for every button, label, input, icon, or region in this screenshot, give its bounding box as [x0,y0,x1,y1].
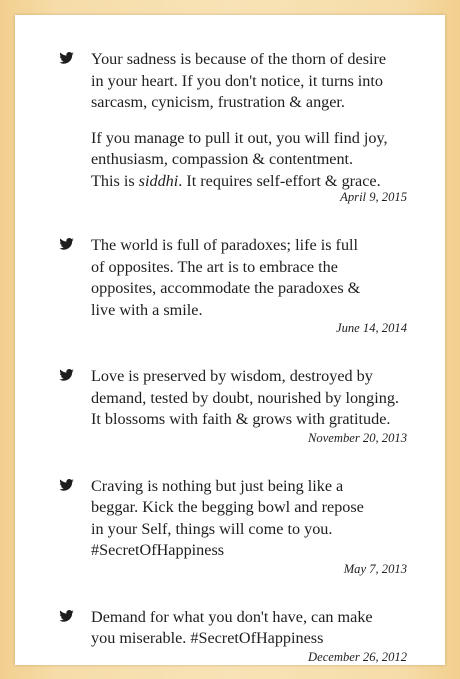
tweet [59,476,407,577]
tweet-text: If you manage to pull it out, you will find joy, enthusiasm, compassion & contentment. This is siddhi. It requires self-effort & grace. [91,128,388,190]
tweet-text: Demand for what you don't have, can make you miserable. #SecretOfHappiness [91,607,373,647]
tweet [59,366,407,446]
twitter-bird-icon [59,238,74,250]
tweet-text: Craving is nothing but just being like a beggar. Kick the begging bowl and repose in your Self, things will come to you. #SecretOfHappiness [91,476,364,559]
tweet-date: June 14, 2014 [336,321,407,335]
tweet-text: Love is preserved by wisdom, destroyed by demand, tested by doubt, nourished by longing. It blossoms with faith & grows with gratitude. [91,367,399,428]
twitter-bird-icon [59,479,74,491]
tweet-date: December 26, 2012 [308,649,407,664]
tweet [59,49,407,205]
emphasis: siddhi [138,171,179,190]
tweet-date: April 9, 2015 [340,190,407,204]
tweet [59,235,407,336]
tweet-date: November 20, 2013 [308,430,407,445]
twitter-bird-icon [59,369,74,381]
tweet-text: Your sadness is because of the thorn of desire in your heart. If you don't notice, it turns into sarcasm, cynicism, frustration & anger. [91,50,387,111]
tweet [59,607,407,665]
tweet-date: May 7, 2013 [343,561,407,576]
quote-card [15,15,445,665]
twitter-bird-icon [59,610,74,622]
tweet-text: The world is full of paradoxes; life is full of opposites. The art is to embrace the opposites, accommodate the paradoxes & live with a smile. [91,236,361,319]
twitter-bird-icon [59,52,74,64]
